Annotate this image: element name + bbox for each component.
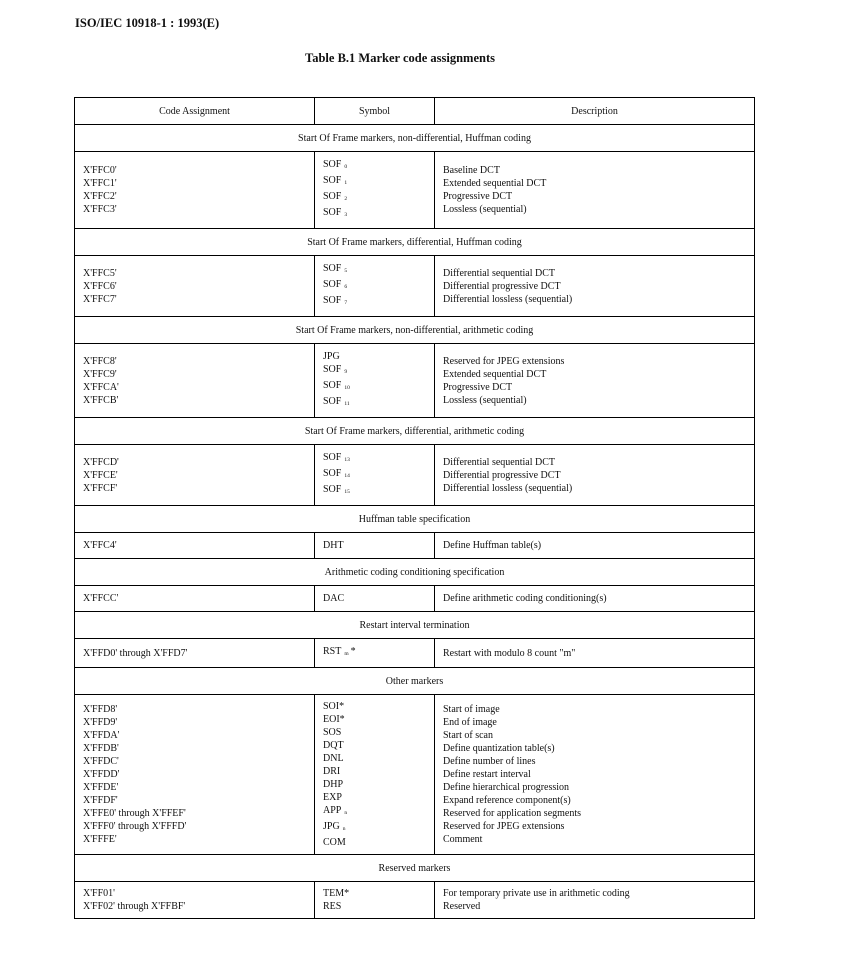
- description-value: Start of scan: [443, 730, 493, 741]
- code-value: X'FFDE': [83, 782, 119, 793]
- description-value: Differential progressive DCT: [443, 469, 561, 481]
- code-cell: [75, 344, 315, 418]
- symbol-subscript: 5: [344, 268, 348, 274]
- description-value: Differential sequential DCT: [443, 456, 556, 468]
- symbol-cell: [315, 533, 435, 559]
- symbol-value: [323, 467, 426, 483]
- code-value: X'FFFE': [83, 834, 117, 845]
- code-value: X'FFC6': [83, 280, 117, 292]
- symbol-subscript: 11: [344, 401, 350, 407]
- description-cell: [435, 533, 755, 559]
- table-row: [75, 256, 755, 317]
- symbol-subscript: 1: [344, 180, 348, 186]
- symbol-value: [323, 900, 426, 913]
- symbol-subscript: 3: [344, 212, 348, 218]
- code-cell: [75, 445, 315, 506]
- code-value: X'FFC5': [83, 267, 117, 279]
- symbol-base: JPG: [323, 821, 340, 832]
- symbol-cell: [315, 639, 435, 668]
- description-value: Expand reference component(s): [443, 795, 571, 806]
- symbol-base: DHT: [323, 540, 344, 551]
- symbol-subscript: 7: [344, 300, 348, 306]
- description-value: Comment: [443, 834, 483, 845]
- description-cell: [435, 152, 755, 229]
- table-row: [75, 344, 755, 418]
- code-cell: [75, 152, 315, 229]
- column-header-description: Description: [435, 98, 755, 125]
- description-value: Define hierarchical progression: [443, 782, 570, 793]
- symbol-base: SOS: [323, 727, 342, 738]
- document-id: ISO/IEC 10918-1 : 1993(E): [75, 16, 220, 30]
- description-value: Reserved for JPEG extensions: [443, 355, 565, 367]
- symbol-value: [323, 791, 426, 804]
- description-value: Differential progressive DCT: [443, 280, 561, 292]
- code-value: X'FFD0' through X'FFD7': [83, 647, 188, 659]
- symbol-base: COM: [323, 837, 346, 848]
- group-header-row: [75, 612, 755, 639]
- symbol-base: SOF: [323, 207, 342, 218]
- symbol-value: [323, 190, 426, 206]
- description-value: Reserved for JPEG extensions: [443, 821, 565, 832]
- symbol-base: SOF: [323, 279, 342, 290]
- symbol-cell: [315, 445, 435, 506]
- code-value: X'FFCE': [83, 469, 118, 481]
- group-header-row: [75, 317, 755, 344]
- group-title: Start Of Frame markers, non-differential, Huffman coding: [75, 125, 755, 152]
- column-header-symbol: Symbol: [315, 98, 435, 125]
- description-value: Differential sequential DCT: [443, 267, 556, 279]
- symbol-base: SOF: [323, 484, 342, 495]
- code-value: X'FFC7': [83, 293, 117, 305]
- symbol-base: SOI*: [323, 701, 345, 712]
- symbol-base: DRI: [323, 766, 341, 777]
- code-value: X'FFDA': [83, 730, 120, 741]
- symbol-cell: [315, 344, 435, 418]
- group-title: Arithmetic coding conditioning specification: [75, 559, 755, 586]
- group-header-row: [75, 418, 755, 445]
- code-value: X'FF01': [83, 888, 115, 899]
- group-header-row: [75, 855, 755, 882]
- symbol-value: [323, 592, 426, 605]
- symbol-base: SOF: [323, 364, 342, 375]
- symbol-value: [323, 739, 426, 752]
- table-row: [75, 639, 755, 668]
- symbol-subscript: 13: [344, 457, 350, 463]
- symbol-subscript: 0: [344, 164, 348, 170]
- table-body: [75, 125, 755, 919]
- description-cell: [435, 586, 755, 612]
- symbol-subscript: n: [344, 810, 348, 816]
- description-value: Differential lossless (sequential): [443, 482, 573, 494]
- group-title: Huffman table specification: [75, 506, 755, 533]
- description-value: Extended sequential DCT: [443, 368, 547, 380]
- symbol-base: DQT: [323, 740, 344, 751]
- symbol-value: [323, 713, 426, 726]
- symbol-base: SOF: [323, 468, 342, 479]
- symbol-value: [323, 451, 426, 467]
- description-value: Reserved for application segments: [443, 808, 582, 819]
- symbol-base: APP: [323, 805, 342, 816]
- symbol-value: [323, 765, 426, 778]
- code-value: X'FFDB': [83, 743, 119, 754]
- symbol-value: [323, 363, 426, 379]
- group-title: Other markers: [75, 668, 755, 695]
- symbol-base: SOF: [323, 396, 342, 407]
- description-value: Lossless (sequential): [443, 204, 527, 215]
- code-value: X'FFC4': [83, 540, 117, 551]
- symbol-value: [323, 887, 426, 900]
- symbol-value: [323, 278, 426, 294]
- code-value: X'FFDF': [83, 795, 118, 806]
- code-cell: [75, 695, 315, 855]
- group-title: Reserved markers: [75, 855, 755, 882]
- symbol-subscript: m: [344, 651, 349, 657]
- description-value: Lossless (sequential): [443, 394, 527, 406]
- table-row: [75, 152, 755, 229]
- table-header-row: [75, 98, 755, 125]
- table-row: [75, 695, 755, 855]
- symbol-value: [323, 778, 426, 791]
- symbol-cell: [315, 882, 435, 919]
- code-value: X'FFE0' through X'FFEF': [83, 808, 186, 819]
- symbol-cell: [315, 256, 435, 317]
- code-value: X'FFC9': [83, 368, 117, 380]
- description-value: Baseline DCT: [443, 165, 500, 176]
- symbol-value: [323, 483, 426, 499]
- description-value: Define restart interval: [443, 769, 531, 780]
- code-value: X'FFD8': [83, 704, 118, 715]
- table-row: [75, 882, 755, 919]
- symbol-value: [323, 820, 426, 836]
- symbol-cell: [315, 586, 435, 612]
- symbol-base: JPG: [323, 351, 340, 362]
- code-value: X'FFCB': [83, 394, 119, 406]
- description-value: Progressive DCT: [443, 191, 513, 202]
- table-row: [75, 586, 755, 612]
- group-header-row: [75, 506, 755, 533]
- code-value: X'FFF0' through X'FFFD': [83, 821, 187, 832]
- group-header-row: [75, 559, 755, 586]
- table-row: [75, 533, 755, 559]
- code-value: X'FFC8': [83, 355, 117, 367]
- symbol-value: [323, 752, 426, 765]
- symbol-subscript: n: [342, 826, 346, 832]
- description-cell: [435, 445, 755, 506]
- symbol-value: [323, 174, 426, 190]
- symbol-subscript: 14: [344, 473, 350, 479]
- symbol-value: [323, 395, 426, 411]
- code-value: X'FFDC': [83, 756, 119, 767]
- symbol-value: [323, 379, 426, 395]
- symbol-value: [323, 700, 426, 713]
- code-value: X'FFD9': [83, 717, 118, 728]
- symbol-value: [323, 804, 426, 820]
- group-title: Start Of Frame markers, differential, Huffman coding: [75, 229, 755, 256]
- table-row: [75, 445, 755, 506]
- symbol-base: RST: [323, 646, 342, 657]
- code-value: X'FF02' through X'FFBF': [83, 901, 186, 912]
- description-cell: [435, 639, 755, 668]
- description-value: End of image: [443, 717, 497, 728]
- symbol-base: EOI*: [323, 714, 345, 725]
- symbol-subscript: 2: [344, 196, 348, 202]
- description-value: Differential lossless (sequential): [443, 293, 573, 305]
- group-title: Start Of Frame markers, differential, arithmetic coding: [75, 418, 755, 445]
- symbol-cell: [315, 695, 435, 855]
- description-value: Define arithmetic coding conditioning(s): [443, 593, 607, 604]
- symbol-base: DAC: [323, 593, 345, 604]
- description-value: Extended sequential DCT: [443, 178, 547, 189]
- marker-code-table: [74, 97, 755, 919]
- symbol-value: [323, 350, 426, 363]
- symbol-subscript: 15: [344, 489, 350, 495]
- symbol-base: DNL: [323, 753, 344, 764]
- symbol-subscript: 6: [344, 284, 348, 290]
- description-cell: [435, 344, 755, 418]
- description-value: Define Huffman table(s): [443, 540, 542, 551]
- symbol-value: [323, 539, 426, 552]
- table-title: Table B.1 Marker code assignments: [305, 51, 495, 65]
- description-value: Start of image: [443, 704, 500, 715]
- symbol-value: [323, 836, 426, 849]
- symbol-subscript: 9: [344, 369, 348, 375]
- code-value: X'FFC3': [83, 204, 117, 215]
- code-cell: [75, 882, 315, 919]
- code-cell: [75, 533, 315, 559]
- code-value: X'FFC0': [83, 165, 117, 176]
- code-value: X'FFCF': [83, 482, 118, 494]
- description-cell: [435, 256, 755, 317]
- symbol-base: SOF: [323, 380, 342, 391]
- code-cell: [75, 256, 315, 317]
- symbol-base: DHP: [323, 779, 344, 790]
- symbol-cell: [315, 152, 435, 229]
- code-value: X'FFCD': [83, 456, 119, 468]
- code-value: X'FFCC': [83, 593, 119, 604]
- code-cell: [75, 639, 315, 668]
- symbol-value: [323, 645, 426, 661]
- group-header-row: [75, 229, 755, 256]
- symbol-base: SOF: [323, 452, 342, 463]
- description-value: Progressive DCT: [443, 381, 513, 393]
- symbol-value: [323, 158, 426, 174]
- symbol-base: SOF: [323, 159, 342, 170]
- description-value: Define quantization table(s): [443, 743, 555, 754]
- code-value: X'FFC2': [83, 191, 117, 202]
- symbol-base: SOF: [323, 295, 342, 306]
- code-value: X'FFDD': [83, 769, 120, 780]
- code-value: X'FFCA': [83, 381, 119, 393]
- symbol-base: TEM*: [323, 888, 350, 899]
- description-cell: [435, 882, 755, 919]
- group-title: Restart interval termination: [75, 612, 755, 639]
- description-value: Restart with modulo 8 count "m": [443, 647, 576, 659]
- symbol-base: SOF: [323, 175, 342, 186]
- symbol-base: SOF: [323, 191, 342, 202]
- description-value: For temporary private use in arithmetic coding: [443, 888, 630, 899]
- description-value: Reserved: [443, 901, 481, 912]
- group-title: Start Of Frame markers, non-differential, arithmetic coding: [75, 317, 755, 344]
- symbol-subscript: 10: [344, 385, 350, 391]
- code-value: X'FFC1': [83, 178, 117, 189]
- column-header-code: Code Assignment: [75, 98, 315, 125]
- description-cell: [435, 695, 755, 855]
- symbol-base: RES: [323, 901, 342, 912]
- symbol-value: [323, 206, 426, 222]
- symbol-value: [323, 262, 426, 278]
- code-cell: [75, 586, 315, 612]
- group-header-row: [75, 668, 755, 695]
- symbol-value: [323, 726, 426, 739]
- symbol-base: EXP: [323, 792, 342, 803]
- description-value: Define number of lines: [443, 756, 536, 767]
- symbol-base: SOF: [323, 263, 342, 274]
- symbol-value: [323, 294, 426, 310]
- symbol-suffix: *: [350, 646, 356, 657]
- group-header-row: [75, 125, 755, 152]
